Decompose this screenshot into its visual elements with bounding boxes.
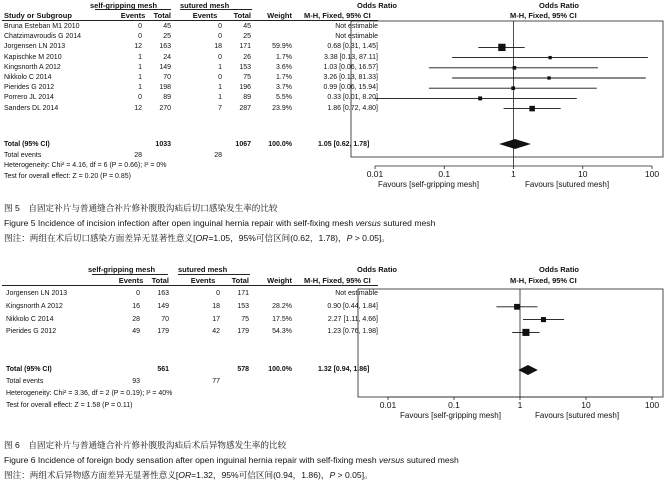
total2-cell: 287 <box>239 104 251 112</box>
total-events2: 28 <box>214 152 222 159</box>
note-tail: > 0.05]。 <box>352 233 390 243</box>
weight-cell: 1.7% <box>276 74 292 81</box>
weight-cell: 17.5% <box>272 315 292 323</box>
pooled-diamond <box>499 139 531 149</box>
weight-cell: 23.9% <box>272 104 292 112</box>
study-name: Kapischke M 2010 <box>4 53 62 61</box>
ci-cell: 0.33 [0.01, 8.20] <box>327 94 378 102</box>
study-name: Pierides G 2012 <box>4 84 55 92</box>
total1-cell: 179 <box>157 328 169 336</box>
overall-effect: Test for overall effect: Z = 0.20 (P = 0.85) <box>4 173 131 180</box>
odds-ratio-header: Odds Ratio <box>357 1 398 10</box>
events1-cell: 12 <box>134 104 142 112</box>
total-label: Total (95% CI) <box>6 366 52 373</box>
total1-cell: 198 <box>159 84 171 92</box>
events2-header: Events <box>192 11 218 20</box>
study-square <box>498 44 505 51</box>
study-name: Pierides G 2012 <box>6 328 57 336</box>
figure5-caption-en <box>4 218 435 228</box>
forest-plot <box>0 0 669 200</box>
overall-effect: Test for overall effect: Z = 1.58 (P = 0.11) <box>6 402 133 409</box>
study-name: Jorgensen LN 2013 <box>6 290 68 297</box>
study-square <box>478 96 482 100</box>
events2-cell: 42 <box>212 328 220 336</box>
total2-cell: 196 <box>239 84 251 92</box>
or-method-header: M-H, Fixed, 95% CI <box>304 276 371 285</box>
ci-cell: Not estimable <box>335 23 378 30</box>
events2-cell: 0 <box>216 290 220 297</box>
total-events1: 28 <box>134 152 142 159</box>
events2-cell: 1 <box>218 94 222 102</box>
total-ci: 1.32 [0.94, 1.86] <box>318 366 370 373</box>
study-square <box>514 304 520 310</box>
total-events2: 77 <box>212 378 220 385</box>
events1-header: Events <box>120 11 146 20</box>
total1-cell: 70 <box>161 315 169 323</box>
favours-left-label: Favours [self-gripping mesh] <box>378 180 479 189</box>
x-tick-label: 10 <box>578 169 588 179</box>
weight-cell: 1.7% <box>276 53 292 61</box>
study-name: Kingsnorth A 2012 <box>4 63 61 71</box>
total-events-label: Total events <box>4 152 42 159</box>
total2-cell: 25 <box>243 33 251 41</box>
total-label: Total (95% CI) <box>4 141 50 148</box>
weight-cell: 28.2% <box>272 302 292 310</box>
ci-cell: 3.38 [0.13, 87.11] <box>324 53 378 61</box>
events2-cell: 7 <box>218 104 222 112</box>
study-square <box>548 56 551 59</box>
events2-header: Events <box>190 276 216 285</box>
forest-plot <box>0 260 669 460</box>
plot-frame <box>351 21 663 157</box>
total2-value: 578 <box>237 366 249 373</box>
x-tick-label: 100 <box>644 169 660 179</box>
note-text: 图注：两组在术后切口感染方面差异无显著性意义[ <box>4 233 196 243</box>
caption-en-versus: versus <box>379 455 405 465</box>
study-square <box>511 86 515 90</box>
figure6-caption-en <box>4 455 459 465</box>
total2-cell: 75 <box>241 315 249 323</box>
total1-cell: 270 <box>159 104 171 112</box>
total-weight: 100.0% <box>268 366 292 373</box>
note-p: P <box>329 470 336 480</box>
study-square <box>547 76 550 79</box>
ci-cell: 1.23 [0.76, 1.98] <box>327 328 378 336</box>
total2-header: Total <box>231 276 249 285</box>
total1-cell: 149 <box>159 63 171 71</box>
caption-en-tail: sutured mesh <box>404 455 459 465</box>
total2-cell: 45 <box>243 23 251 30</box>
ci-cell: Not estimable <box>335 33 378 41</box>
total-ci: 1.05 [0.62, 1.78] <box>318 141 370 148</box>
ci-cell: 0.99 [0.06, 15.94] <box>323 84 378 92</box>
plot-method: M-H, Fixed, 95% CI <box>510 11 577 20</box>
x-tick-label: 0.01 <box>379 400 397 410</box>
note-or: OR <box>195 233 209 243</box>
total1-value: 561 <box>157 366 169 373</box>
figure5-note-cn <box>4 233 390 243</box>
figure6-caption-cn: 图 6 自固定补片与普通缝合补片修补腹股沟疝后术后异物感发生率的比较 <box>4 440 287 450</box>
events2-cell: 1 <box>218 63 222 71</box>
x-tick-label: 0.01 <box>366 169 384 179</box>
plot-title: Odds Ratio <box>539 1 580 10</box>
events1-cell: 0 <box>138 94 142 102</box>
total1-cell: 163 <box>159 43 171 51</box>
events2-cell: 0 <box>218 33 222 41</box>
total1-cell: 24 <box>163 53 171 61</box>
total2-cell: 26 <box>243 53 251 61</box>
caption-en-tail: sutured mesh <box>380 218 436 228</box>
events1-cell: 49 <box>132 328 140 336</box>
note-text: 图注：两组术后异物感方面差异无显著性意义[ <box>4 470 179 480</box>
total1-cell: 149 <box>157 302 169 310</box>
weight-cell: 3.7% <box>276 84 292 92</box>
study-name: Chatzimavroudis G 2014 <box>4 33 82 41</box>
study-square <box>529 106 535 112</box>
total2-cell: 153 <box>237 302 249 310</box>
total2-cell: 75 <box>243 74 251 81</box>
heterogeneity: Heterogeneity: Chi² = 4.16, df = 6 (P = 0.66); I² = 0% <box>4 162 167 169</box>
events1-cell: 1 <box>138 53 142 61</box>
total1-cell: 45 <box>163 23 171 30</box>
study-name: Porrero JL 2014 <box>4 94 54 102</box>
events1-cell: 12 <box>134 43 142 51</box>
total2-value: 1067 <box>235 141 251 148</box>
total1-cell: 163 <box>157 290 169 297</box>
study-square <box>522 329 529 336</box>
events1-cell: 16 <box>132 302 140 310</box>
ci-cell: 1.86 [0.72, 4.80] <box>327 104 378 112</box>
study-square <box>513 66 517 70</box>
total-events-label: Total events <box>6 378 44 385</box>
total2-cell: 179 <box>237 328 249 336</box>
study-name: Jorgensen LN 2013 <box>4 43 66 51</box>
events1-cell: 1 <box>138 74 142 81</box>
x-tick-label: 0.1 <box>438 169 451 179</box>
events1-cell: 1 <box>138 84 142 92</box>
study-name: Nikkolo C 2014 <box>4 74 52 81</box>
total1-cell: 89 <box>163 94 171 102</box>
weight-header: Weight <box>267 11 292 20</box>
events2-cell: 18 <box>212 302 220 310</box>
odds-ratio-header: Odds Ratio <box>357 265 398 274</box>
weight-cell: 54.3% <box>272 328 292 336</box>
note-tail: > 0.05]。 <box>335 470 373 480</box>
total1-header: Total <box>153 11 171 20</box>
study-header: Study or Subgroup <box>4 11 72 20</box>
study-name: Sanders DL 2014 <box>4 104 59 112</box>
events2-cell: 0 <box>218 23 222 30</box>
total1-cell: 25 <box>163 33 171 41</box>
caption-en-text: Figure 6 Incidence of foreign body sensation after open inguinal hernia repair with self-fixing mesh <box>4 455 379 465</box>
events2-cell: 17 <box>212 315 220 323</box>
heterogeneity: Heterogeneity: Chi² = 3.36, df = 2 (P = 0.19); I² = 40% <box>6 390 173 397</box>
total2-header: Total <box>233 11 251 20</box>
favours-right-label: Favours [sutured mesh] <box>535 411 620 420</box>
weight-header: Weight <box>267 276 292 285</box>
note-ci: =1.05，95%可信区间(0.62，1.78)， <box>208 233 347 243</box>
events1-cell: 0 <box>136 290 140 297</box>
events2-cell: 0 <box>218 74 222 81</box>
events2-cell: 0 <box>218 53 222 61</box>
pooled-diamond <box>518 365 538 375</box>
note-ci: =1.32，95%可信区间(0.94，1.86)， <box>191 470 330 480</box>
weight-cell: 59.9% <box>272 43 292 51</box>
plot-title: Odds Ratio <box>539 265 580 274</box>
or-method-header: M-H, Fixed, 95% CI <box>304 11 371 20</box>
study-name: Nikkolo C 2014 <box>6 315 54 323</box>
events1-cell: 0 <box>138 23 142 30</box>
figure6-note-cn <box>4 470 373 480</box>
total-events1: 93 <box>132 378 140 385</box>
group1-header: self-gripping mesh <box>90 1 158 10</box>
figure5-caption-cn: 图 5 自固定补片与普通缝合补片修补腹股沟疝后切口感染发生率的比较 <box>4 203 278 213</box>
total-weight: 100.0% <box>268 141 292 148</box>
favours-right-label: Favours [sutured mesh] <box>525 180 610 189</box>
events1-cell: 1 <box>138 63 142 71</box>
caption-en-versus: versus <box>355 218 381 228</box>
x-tick-label: 1 <box>517 400 523 410</box>
ci-cell: 3.26 [0.13, 81.33] <box>323 74 378 81</box>
plot-method: M-H, Fixed, 95% CI <box>510 276 577 285</box>
events1-cell: 0 <box>138 33 142 41</box>
group2-header: sutured mesh <box>178 265 228 274</box>
total2-cell: 171 <box>239 43 251 51</box>
group2-header: sutured mesh <box>180 1 230 10</box>
x-tick-label: 0.1 <box>448 400 460 410</box>
study-square <box>541 317 546 322</box>
events2-cell: 1 <box>218 84 222 92</box>
ci-cell: 1.03 [0.06, 16.57] <box>323 63 378 71</box>
ci-cell: Not estimable <box>335 290 378 297</box>
plot-frame <box>358 289 663 397</box>
ci-cell: 0.68 [0.31, 1.45] <box>327 43 378 51</box>
x-tick-label: 10 <box>581 400 591 410</box>
x-tick-label: 1 <box>511 169 516 179</box>
ci-cell: 2.27 [1.11, 4.66] <box>327 315 378 323</box>
study-name: Kingsnorth A 2012 <box>6 302 63 310</box>
study-name: Bruna Esteban M1 2010 <box>4 23 80 30</box>
x-tick-label: 100 <box>644 400 660 410</box>
group1-header: self-gripping mesh <box>88 265 156 274</box>
note-or: OR <box>178 470 192 480</box>
events1-header: Events <box>118 276 144 285</box>
total2-cell: 89 <box>243 94 251 102</box>
ci-cell: 0.90 [0.44, 1.84] <box>327 302 378 310</box>
total2-cell: 171 <box>237 290 249 297</box>
total1-header: Total <box>151 276 169 285</box>
total2-cell: 153 <box>239 63 251 71</box>
favours-left-label: Favours [self-gripping mesh] <box>400 411 501 420</box>
total1-value: 1033 <box>155 141 171 148</box>
caption-en-text: Figure 5 Incidence of incision infection after open inguinal hernia repair with self-fixing mesh <box>4 218 356 228</box>
events2-cell: 18 <box>214 43 222 51</box>
note-p: P <box>346 233 353 243</box>
events1-cell: 28 <box>132 315 140 323</box>
weight-cell: 3.6% <box>276 63 292 71</box>
total1-cell: 70 <box>163 74 171 81</box>
weight-cell: 5.5% <box>276 94 292 102</box>
